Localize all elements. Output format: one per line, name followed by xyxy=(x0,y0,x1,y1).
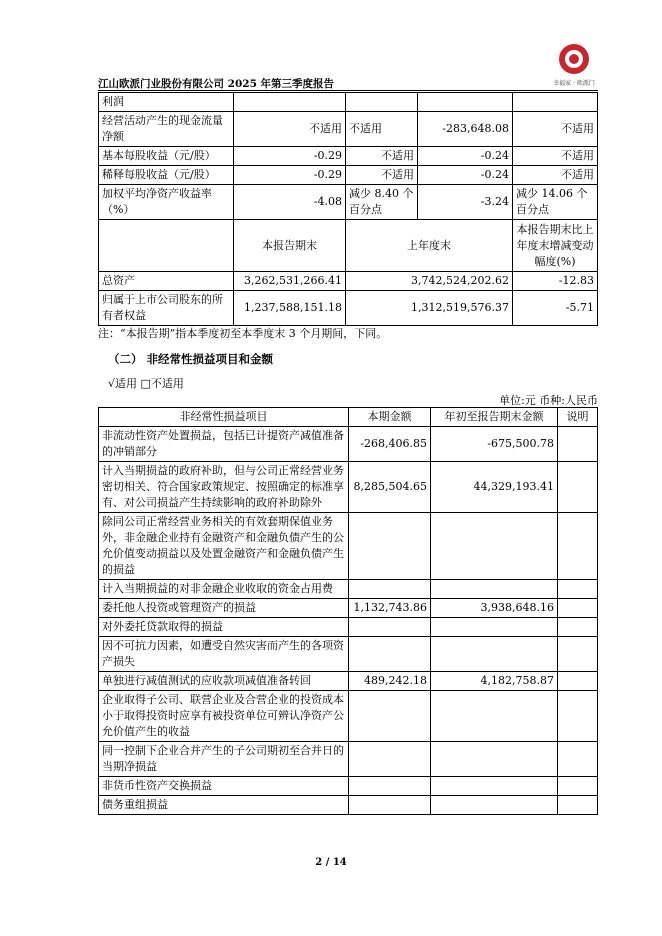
table-row xyxy=(99,796,598,815)
item-label: 计入当期损益的政府补助，但与公司正常经营业务密切相关、符合国家政策规定、按照确定的标准享有、对公司损益产生持续影响的政府补助除外 xyxy=(99,462,349,513)
item-label: 对外委托贷款取得的损益 xyxy=(99,618,349,637)
table-row: 经营活动产生的现金流量净额 不适用 不适用 -283,648.08 不适用 xyxy=(99,112,598,147)
item-label: 因不可抗力因素，如遭受自然灾害而产生的各项资产损失 xyxy=(99,637,349,672)
row-label: 总资产 xyxy=(99,272,234,291)
table-header-row xyxy=(99,220,598,272)
column-header: 本期金额 xyxy=(349,408,431,427)
item-label: 计入当期损益的对非金融企业收取的资金占用费 xyxy=(99,580,349,599)
logo-icon xyxy=(559,44,589,74)
section-title: （二） 非经常性损益项目和金额 xyxy=(108,352,274,366)
table-row xyxy=(99,691,598,742)
row-label: 利润 xyxy=(99,93,234,112)
table-row: 稀释每股收益（元/股） -0.29 不适用 -0.24 不适用 xyxy=(99,166,598,185)
table-row xyxy=(99,742,598,777)
table-row xyxy=(99,580,598,599)
column-header: 非经常性损益项目 xyxy=(99,408,349,427)
item-label: 债务重组损益 xyxy=(99,796,349,815)
table-header-row xyxy=(99,408,598,427)
table-row: 单独进行减值测试的应收款项减值准备转回 489,242.18 4,182,758.87 xyxy=(99,672,598,691)
row-label: 基本每股收益（元/股） xyxy=(99,147,234,166)
column-header: 年初至报告期末金额 xyxy=(431,408,558,427)
column-header: 说明 xyxy=(558,408,598,427)
item-label: 同一控制下企业合并产生的子公司期初至合并日的当期净损益 xyxy=(99,742,349,777)
non-recurring-items-table xyxy=(98,407,598,815)
table-row xyxy=(99,777,598,796)
table-row: 总资产 3,262,531,266.41 3,742,524,202.62 -12.83 xyxy=(99,272,598,291)
table-row xyxy=(99,618,598,637)
table-row xyxy=(99,513,598,580)
table-row: 加权平均净资产收益率（%） -4.08 减少 8.40 个百分点 -3.24 减少 14.06 个百分点 xyxy=(99,185,598,220)
page-number: 2 / 14 xyxy=(315,857,347,868)
table-row: 基本每股收益（元/股） -0.29 不适用 -0.24 不适用 xyxy=(99,147,598,166)
column-header: 本报告期末 xyxy=(234,220,346,272)
item-label: 委托他人投资或管理资产的损益 xyxy=(99,599,349,618)
item-label: 企业取得子公司、联营企业及合营企业的投资成本小于取得投资时应享有被投资单位可辨认净资产公允价值产生的收益 xyxy=(99,691,349,742)
item-label: 非货币性资产交换损益 xyxy=(99,777,349,796)
table-note: 注：“本报告期”指本季度初至本季度末 3 个月期间，下同。 xyxy=(98,327,388,340)
row-label: 经营活动产生的现金流量净额 xyxy=(99,112,234,147)
report-title: 江山欧派门业股份有限公司 2025 年第三季度报告 xyxy=(98,78,335,90)
currency-unit: 单位:元 币种:人民币 xyxy=(499,394,598,407)
table-row xyxy=(99,637,598,672)
table-row: 委托他人投资或管理资产的损益 1,132,743.86 3,938,648.16 xyxy=(99,599,598,618)
table-row: 计入当期损益的政府补助，但与公司正常经营业务密切相关、符合国家政策规定、按照确定的标准享有、对公司损益产生持续影响的政府补助除外 8,285,504.65 44,329,193.41 xyxy=(99,462,598,513)
row-label: 归属于上市公司股东的所有者权益 xyxy=(99,291,234,326)
table-row: 非流动性资产处置损益，包括已计提资产减值准备的冲销部分 -268,406.85 -675,500.78 xyxy=(99,427,598,462)
logo-slogan: 幸福家 · 欧派门 xyxy=(553,80,595,87)
header-divider xyxy=(98,90,598,91)
table-row: 归属于上市公司股东的所有者权益 1,237,588,151.18 1,312,519,576.37 -5.71 xyxy=(99,291,598,326)
company-logo xyxy=(552,44,596,87)
page-header xyxy=(98,40,598,92)
column-header: 上年度末 xyxy=(346,220,513,272)
item-label: 单独进行减值测试的应收款项减值准备转回 xyxy=(99,672,349,691)
financial-indicators-table xyxy=(98,92,598,326)
column-header: 本报告期末比上年度末增减变动幅度(%) xyxy=(513,220,598,272)
row-label: 稀释每股收益（元/股） xyxy=(99,166,234,185)
item-label: 除同公司正常经营业务相关的有效套期保值业务外，非金融企业持有金融资产和金融负债产生的公允价值变动损益以及处置金融资产和金融负债产生的损益 xyxy=(99,513,349,580)
applicable-checkbox-text: √适用 □不适用 xyxy=(108,377,184,390)
table-row xyxy=(99,93,598,112)
row-label: 加权平均净资产收益率（%） xyxy=(99,185,234,220)
item-label: 非流动性资产处置损益，包括已计提资产减值准备的冲销部分 xyxy=(99,427,349,462)
